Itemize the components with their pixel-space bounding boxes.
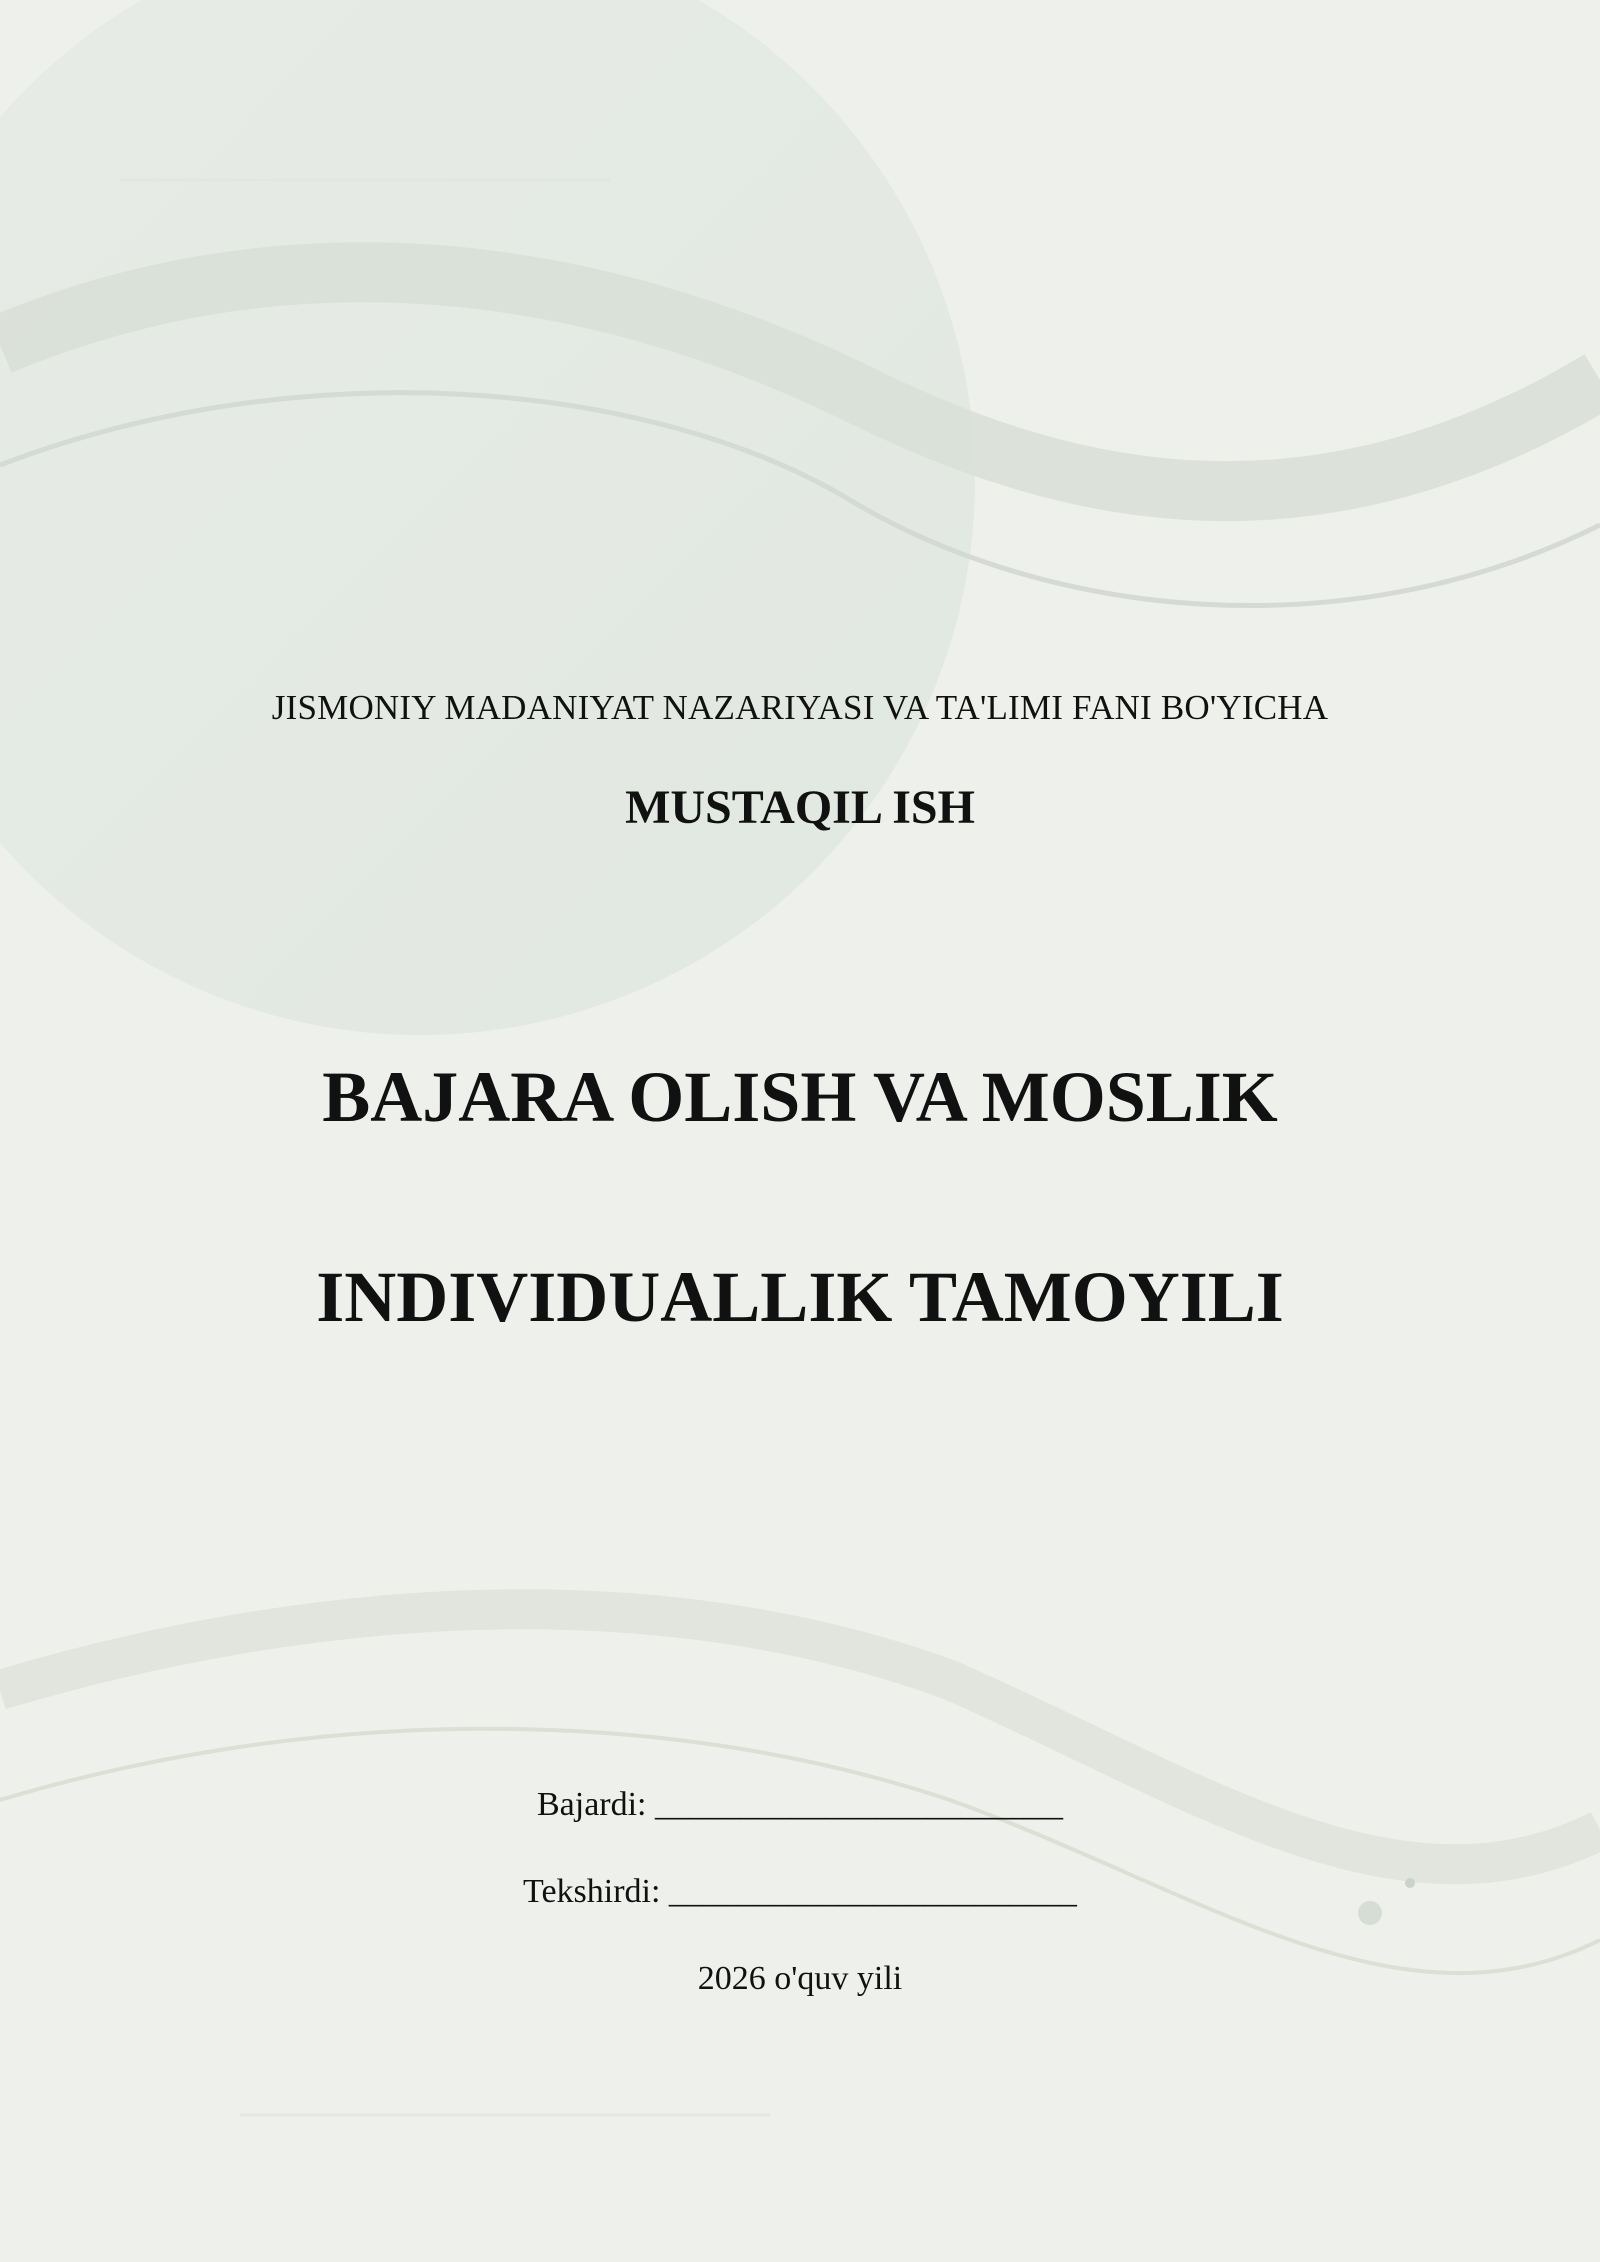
work-type-heading: MUSTAQIL ISH bbox=[625, 781, 975, 834]
subject-line: JISMONIY MADANIYAT NAZARIYASI VA TA'LIMI FANI BO'YICHA bbox=[271, 688, 1329, 727]
large-circle-shape bbox=[0, 0, 975, 1035]
checked-by-field: Tekshirdi: ________________________ bbox=[523, 1873, 1077, 1910]
title-line-2: INDIVIDUALLIK TAMOYILI bbox=[316, 1257, 1284, 1337]
performed-by-field: Bajardi: ________________________ bbox=[536, 1786, 1064, 1823]
title-line-1: BAJARA OLISH VA MOSLIK bbox=[322, 1057, 1278, 1137]
bottom-wave-band bbox=[0, 1609, 1600, 1864]
academic-year: 2026 o'quv yili bbox=[697, 1960, 903, 1997]
